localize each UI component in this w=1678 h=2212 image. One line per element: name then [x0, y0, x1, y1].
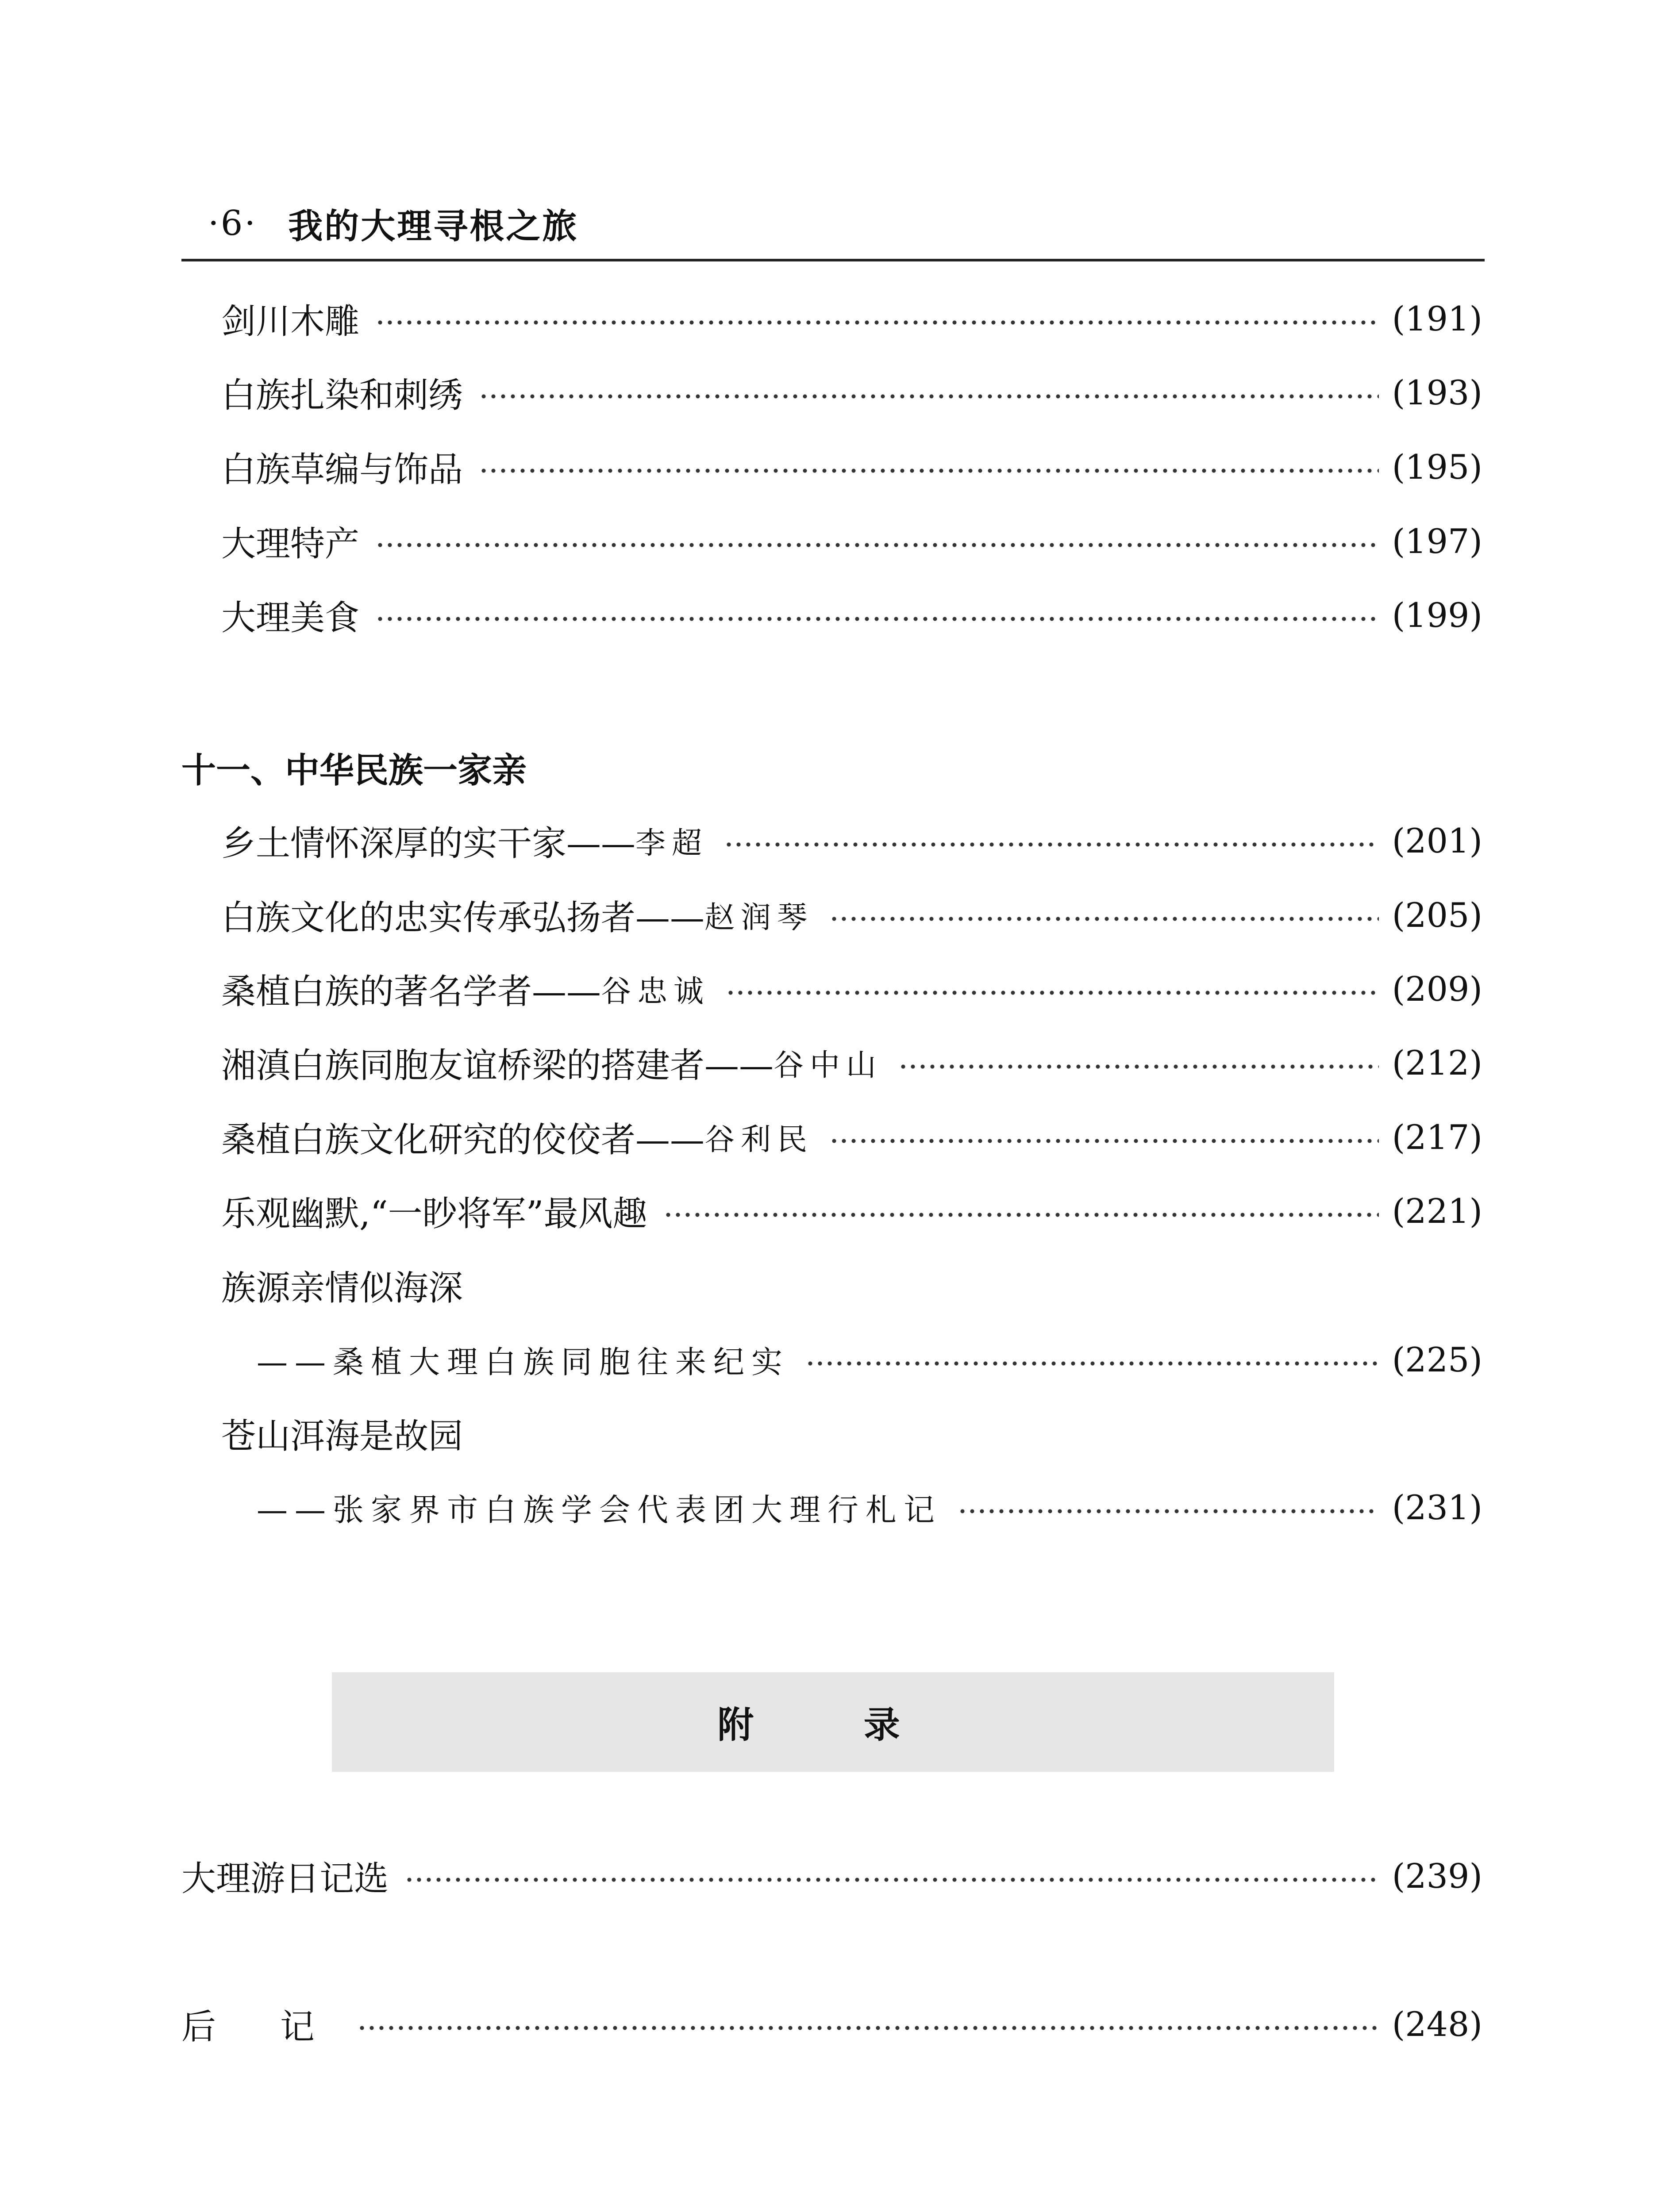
header-rule: [181, 259, 1485, 261]
dot-leader: [805, 1361, 1379, 1366]
toc-entry[interactable]: [221, 964, 1482, 1013]
entry-page: (199): [1392, 595, 1482, 635]
entry-page: (195): [1392, 447, 1482, 487]
entry-title: 大理美食: [221, 598, 360, 638]
book-title: 我的大理寻根之旅: [288, 207, 579, 246]
toc-entry-afterword[interactable]: [181, 2000, 1482, 2048]
entry-page: (248): [1392, 2004, 1482, 2044]
toc-entry[interactable]: [221, 368, 1482, 417]
toc-entry[interactable]: [221, 1187, 1482, 1235]
entry-page: (205): [1392, 895, 1482, 935]
entry-title: 大理特产: [221, 524, 360, 564]
entry-title: 乐观幽默,“一眇将军”最风趣: [221, 1194, 647, 1234]
entry-subtitle: ——张家界市白族学会代表团大理行札记: [257, 1491, 942, 1528]
toc-entry[interactable]: [181, 1851, 1482, 1900]
dot-leader: [357, 2025, 1379, 2031]
entry-title: 白族文化的忠实传承弘扬者——: [221, 898, 705, 938]
entry-author: 谷利民: [704, 1122, 814, 1157]
dot-leader: [958, 1509, 1379, 1514]
dot-leader: [726, 990, 1379, 995]
entry-page: (239): [1392, 1856, 1482, 1896]
toc-entry[interactable]: [221, 591, 1482, 639]
dot-leader: [375, 542, 1379, 548]
toc-entry[interactable]: [221, 442, 1482, 491]
entry-title: 白族扎染和刺绣: [221, 376, 463, 415]
entry-title: 剑川木雕: [221, 302, 360, 342]
entry-page: (221): [1392, 1191, 1482, 1231]
toc-entry[interactable]: [221, 294, 1482, 343]
toc-entry-subtitle[interactable]: [257, 1335, 1482, 1384]
entry-title: 白族草编与饰品: [221, 450, 463, 490]
entry-subtitle: ——桑植大理白族同胞往来纪实: [257, 1344, 789, 1380]
entry-page: (231): [1392, 1487, 1482, 1527]
toc-entry[interactable]: [221, 816, 1482, 865]
entry-page: (193): [1392, 373, 1482, 412]
entry-title: 湘滇白族同胞友谊桥梁的搭建者——: [221, 1046, 774, 1086]
dot-leader: [404, 1877, 1379, 1882]
entry-author: 李超: [635, 826, 708, 861]
entry-page: (191): [1392, 299, 1482, 338]
appendix-banner: 附 录: [332, 1672, 1334, 1772]
entry-title: 乡土情怀深厚的实干家——: [221, 824, 636, 864]
entry-page: (217): [1392, 1117, 1482, 1157]
toc-entry[interactable]: [221, 891, 1482, 939]
entry-title: 大理游日记选: [181, 1859, 389, 1899]
dot-leader: [663, 1212, 1379, 1217]
entry-page: (197): [1392, 521, 1482, 561]
toc-entry[interactable]: [221, 1038, 1482, 1087]
entry-author: 谷中山: [774, 1048, 883, 1083]
entry-title: 桑植白族文化研究的佼佼者——: [221, 1120, 705, 1160]
toc-entry[interactable]: [221, 517, 1482, 565]
page-number: ·6·: [208, 204, 258, 243]
dot-leader: [479, 468, 1379, 473]
entry-page: (201): [1392, 821, 1482, 860]
dot-leader: [724, 842, 1379, 847]
dot-leader: [479, 394, 1379, 399]
entry-page: (212): [1392, 1043, 1482, 1083]
entry-page: (225): [1392, 1340, 1482, 1379]
dot-leader: [375, 616, 1379, 622]
entry-title: 桑植白族的著名学者——: [221, 972, 601, 1012]
section-heading[interactable]: 十一、中华民族一家亲: [181, 751, 527, 791]
dot-leader: [898, 1064, 1379, 1069]
toc-entry[interactable]: [221, 1113, 1482, 1161]
page-header: [208, 190, 1482, 257]
entry-author: 赵润琴: [704, 900, 814, 935]
dot-leader: [375, 320, 1379, 325]
toc-entry-title[interactable]: 苍山洱海是故园: [221, 1417, 463, 1456]
toc-entry-title[interactable]: 族源亲情似海深: [221, 1268, 463, 1308]
entry-author: 谷忠诚: [601, 974, 710, 1009]
toc-entry-subtitle[interactable]: [257, 1483, 1482, 1532]
dot-leader: [829, 1138, 1379, 1144]
dot-leader: [829, 916, 1379, 922]
entry-page: (209): [1392, 969, 1482, 1009]
entry-title: 后 记: [181, 2007, 341, 2047]
